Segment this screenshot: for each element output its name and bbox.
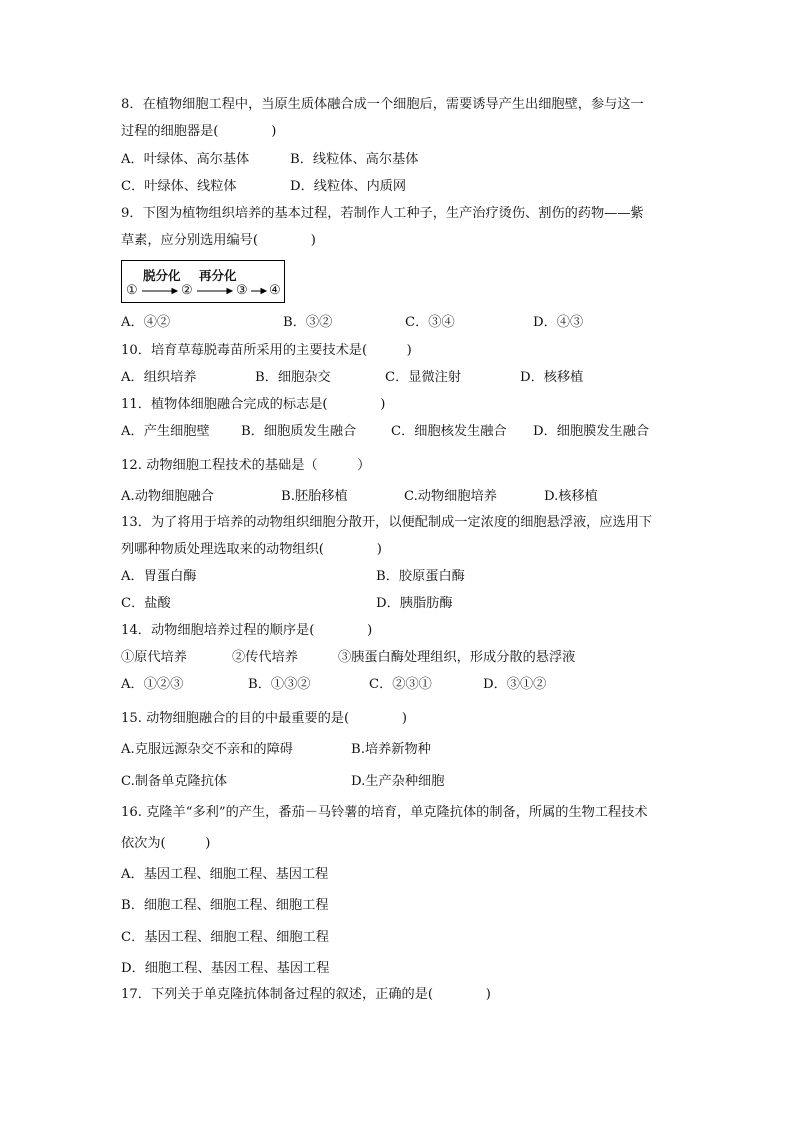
q13-option-d: D．胰脂肪酶 (376, 596, 453, 611)
q16-stem-line1: 16. 克隆羊“多利”的产生，番茄－马铃薯的培育，单克隆抗体的制备，所属的生物工程技术 (121, 805, 648, 820)
q11-stem: 11．植物体细胞融合完成的标志是( ) (121, 397, 386, 412)
q15-option-a: A.克服远源杂交不亲和的障碍 (121, 742, 293, 757)
q16-option-a: A．基因工程、细胞工程、基因工程 (121, 867, 329, 882)
q13-stem-line2: 列哪种物质处理选取来的动物组织( ) (121, 542, 382, 557)
q17-stem: 17．下列关于单克隆抗体制备过程的叙述，正确的是( ) (121, 987, 491, 1002)
q9-option-a: A．④② (121, 315, 171, 330)
q15-option-d: D.生产杂种细胞 (351, 774, 445, 789)
q8-option-b: B．线粒体、高尔基体 (290, 152, 419, 167)
q12-option-b: B.胚胎移植 (281, 489, 348, 504)
q10-stem: 10．培育草莓脱毒苗所采用的主要技术是( ) (121, 343, 412, 358)
q13-option-b: B．胶原蛋白酶 (376, 569, 465, 584)
q11-option-c: C．细胞核发生融合 (391, 424, 507, 439)
q13-stem-line1: 13．为了将用于培养的动物组织细胞分散开，以便配制成一定浓度的细胞悬浮液，应选用下 (121, 515, 653, 530)
q8-stem-line2: 过程的细胞器是( ) (121, 124, 277, 139)
q10-option-b: B．细胞杂交 (255, 370, 331, 385)
stage-1: ① (126, 283, 138, 298)
q9-stem-line1: 9．下图为植物组织培养的基本过程，若制作人工种子，生产治疗烫伤、割伤的药物——紫 (121, 206, 644, 221)
q10-option-a: A．组织培养 (121, 370, 197, 385)
q14-stem: 14．动物细胞培养过程的顺序是( ) (121, 623, 373, 638)
q8-option-a: A．叶绿体、高尔基体 (121, 152, 250, 167)
arrowhead-3-4 (261, 289, 266, 294)
q12-option-d: D.核移植 (544, 489, 598, 504)
process-arrows (122, 261, 286, 304)
q14-option-b: B．①③② (248, 677, 311, 692)
q12-option-c: C.动物细胞培养 (404, 489, 497, 504)
arrowhead-2-3 (227, 289, 232, 294)
q15-stem: 15. 动物细胞融合的目的中最重要的是( ) (121, 711, 408, 726)
q16-option-d: D．细胞工程、基因工程、基因工程 (121, 961, 330, 976)
q16-option-b: B．细胞工程、细胞工程、细胞工程 (121, 898, 329, 913)
arrowhead-1-2 (172, 289, 177, 294)
q11-option-d: D．细胞膜发生融合 (533, 424, 650, 439)
q11-option-a: A．产生细胞壁 (121, 424, 210, 439)
culture-process-diagram (121, 260, 285, 303)
q9-option-c: C．③④ (405, 315, 455, 330)
q16-option-c: C．基因工程、细胞工程、细胞工程 (121, 930, 329, 945)
stage-3: ③ (236, 283, 248, 298)
q9-option-d: D．④③ (533, 315, 584, 330)
q12-option-a: A.动物细胞融合 (121, 489, 214, 504)
redifferentiation-label: 再分化 (199, 268, 237, 283)
q9-option-b: B．③② (283, 315, 333, 330)
q10-option-d: D．核移植 (520, 370, 584, 385)
q9-stem-line2: 草素，应分别选用编号( ) (121, 233, 316, 248)
q15-option-b: B.培养新物种 (351, 742, 431, 757)
q10-option-c: C．显微注射 (385, 370, 462, 385)
q14-option-a: A．①②③ (121, 677, 184, 692)
dedifferentiation-label: 脱分化 (143, 268, 181, 283)
q13-option-a: A．胃蛋白酶 (121, 569, 197, 584)
q14-step-1: ①原代培养 (121, 650, 187, 665)
q13-option-c: C．盐酸 (121, 596, 171, 611)
q14-option-c: C．②③① (369, 677, 432, 692)
q14-option-d: D．③①② (483, 677, 547, 692)
q12-stem: 12. 动物细胞工程技术的基础是（ ） (121, 458, 371, 473)
q14-step-2: ②传代培养 (232, 650, 298, 665)
q8-option-c: C．叶绿体、线粒体 (121, 179, 237, 194)
q16-stem-line2: 依次为( ) (121, 836, 211, 851)
stage-2: ② (181, 283, 193, 298)
q8-option-d: D．线粒体、内质网 (290, 179, 407, 194)
q14-step-3: ③胰蛋白酶处理组织，形成分散的悬浮液 (338, 650, 576, 665)
q15-option-c: C.制备单克隆抗体 (121, 774, 228, 789)
q11-option-b: B．细胞质发生融合 (241, 424, 357, 439)
q8-stem-line1: 8．在植物细胞工程中，当原生质体融合成一个细胞后，需要诱导产生出细胞壁，参与这一 (121, 97, 644, 112)
stage-4: ④ (269, 283, 281, 298)
